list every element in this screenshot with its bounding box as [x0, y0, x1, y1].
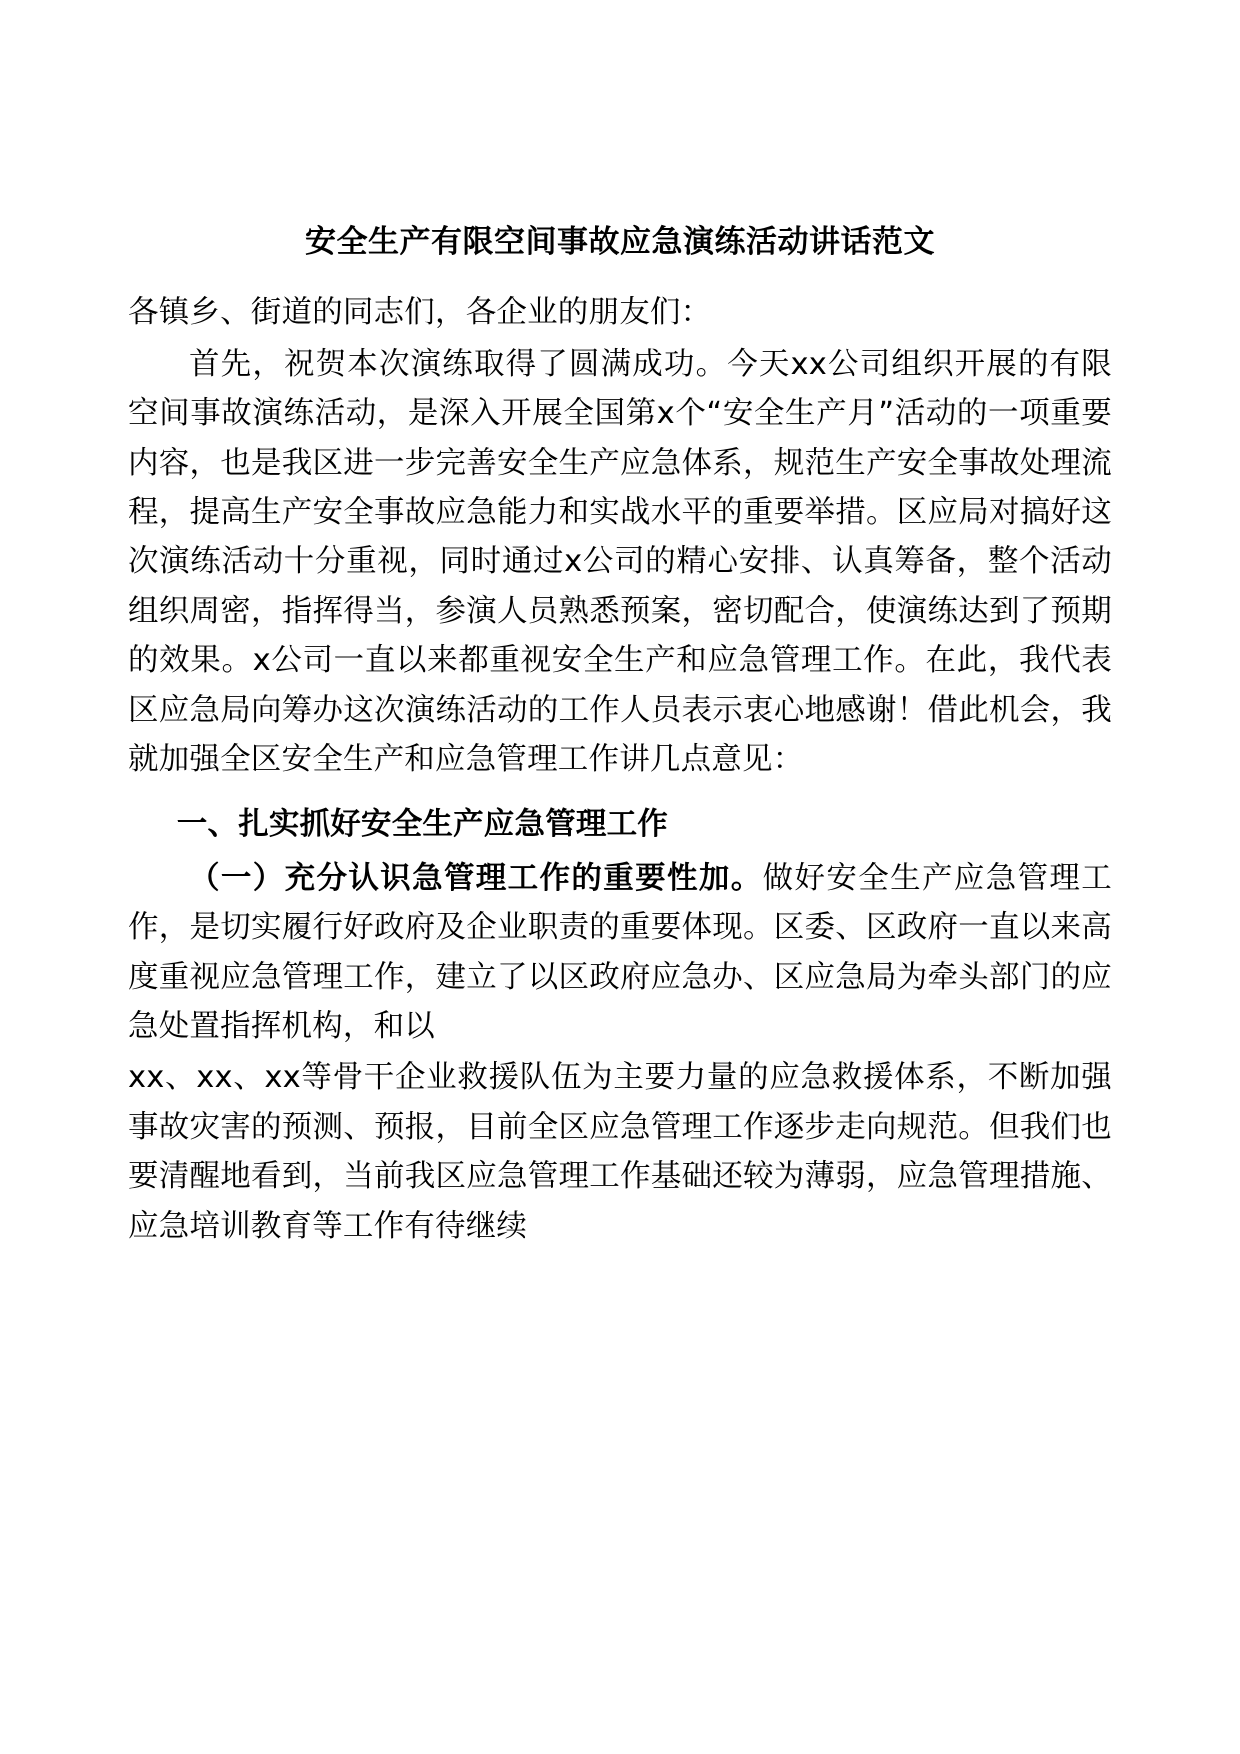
body-paragraph-1: 首先，祝贺本次演练取得了圆满成功。今天xx公司组织开展的有限空间事故演练活动，是深入开展全国第x个“安全生产月”活动的一项重要内容，也是我区进一步完善安全生产应急体系，规范生产安全事故处理流程，提高生产安全事故应急能力和实战水平的重要举措。区应局对搞好这次演练活动十分重视，同时通过x公司的精心安排、认真筹备，整个活动组织周密，指挥得当，参演人员熟悉预案，密切配合，使演练达到了预期的效果。x公司一直以来都重视安全生产和应急管理工作。在此，我代表区应急局向筹办这次演练活动的工作人员表示衷心地感谢！借此机会，我就加强全区安全生产和应急管理工作讲几点意见： [128, 346, 1112, 777]
section-heading-1: 一、扎实抓好安全生产应急管理工作 [176, 807, 668, 843]
page-title: 安全生产有限空间事故应急演练活动讲话范文 [305, 224, 935, 260]
subsection-heading-1: （一）充分认识急管理工作的重要性加。 [189, 860, 763, 896]
subsection-paragraph-1 [128, 854, 1112, 1052]
subsection-body-1: 做好安全生产应急管理工作，是切实履行好政府及企业职责的重要体现。区委、区政府一直以来高度重视应急管理工作，建立了以区政府应急办、区应急局为牵头部门的应急处置指挥机构，和以 [128, 860, 1112, 1044]
body-paragraph-2: xx、xx、xx等骨干企业救援队伍为主要力量的应急救援体系，不断加强事故灾害的预测、预报，目前全区应急管理工作逐步走向规范。但我们也要清醒地看到，当前我区应急管理工作基础还较为薄弱，应急管理措施、应急培训教育等工作有待继续 [128, 1060, 1112, 1244]
salutation-paragraph: 各镇乡、街道的同志们，各企业的朋友们： [128, 295, 712, 331]
